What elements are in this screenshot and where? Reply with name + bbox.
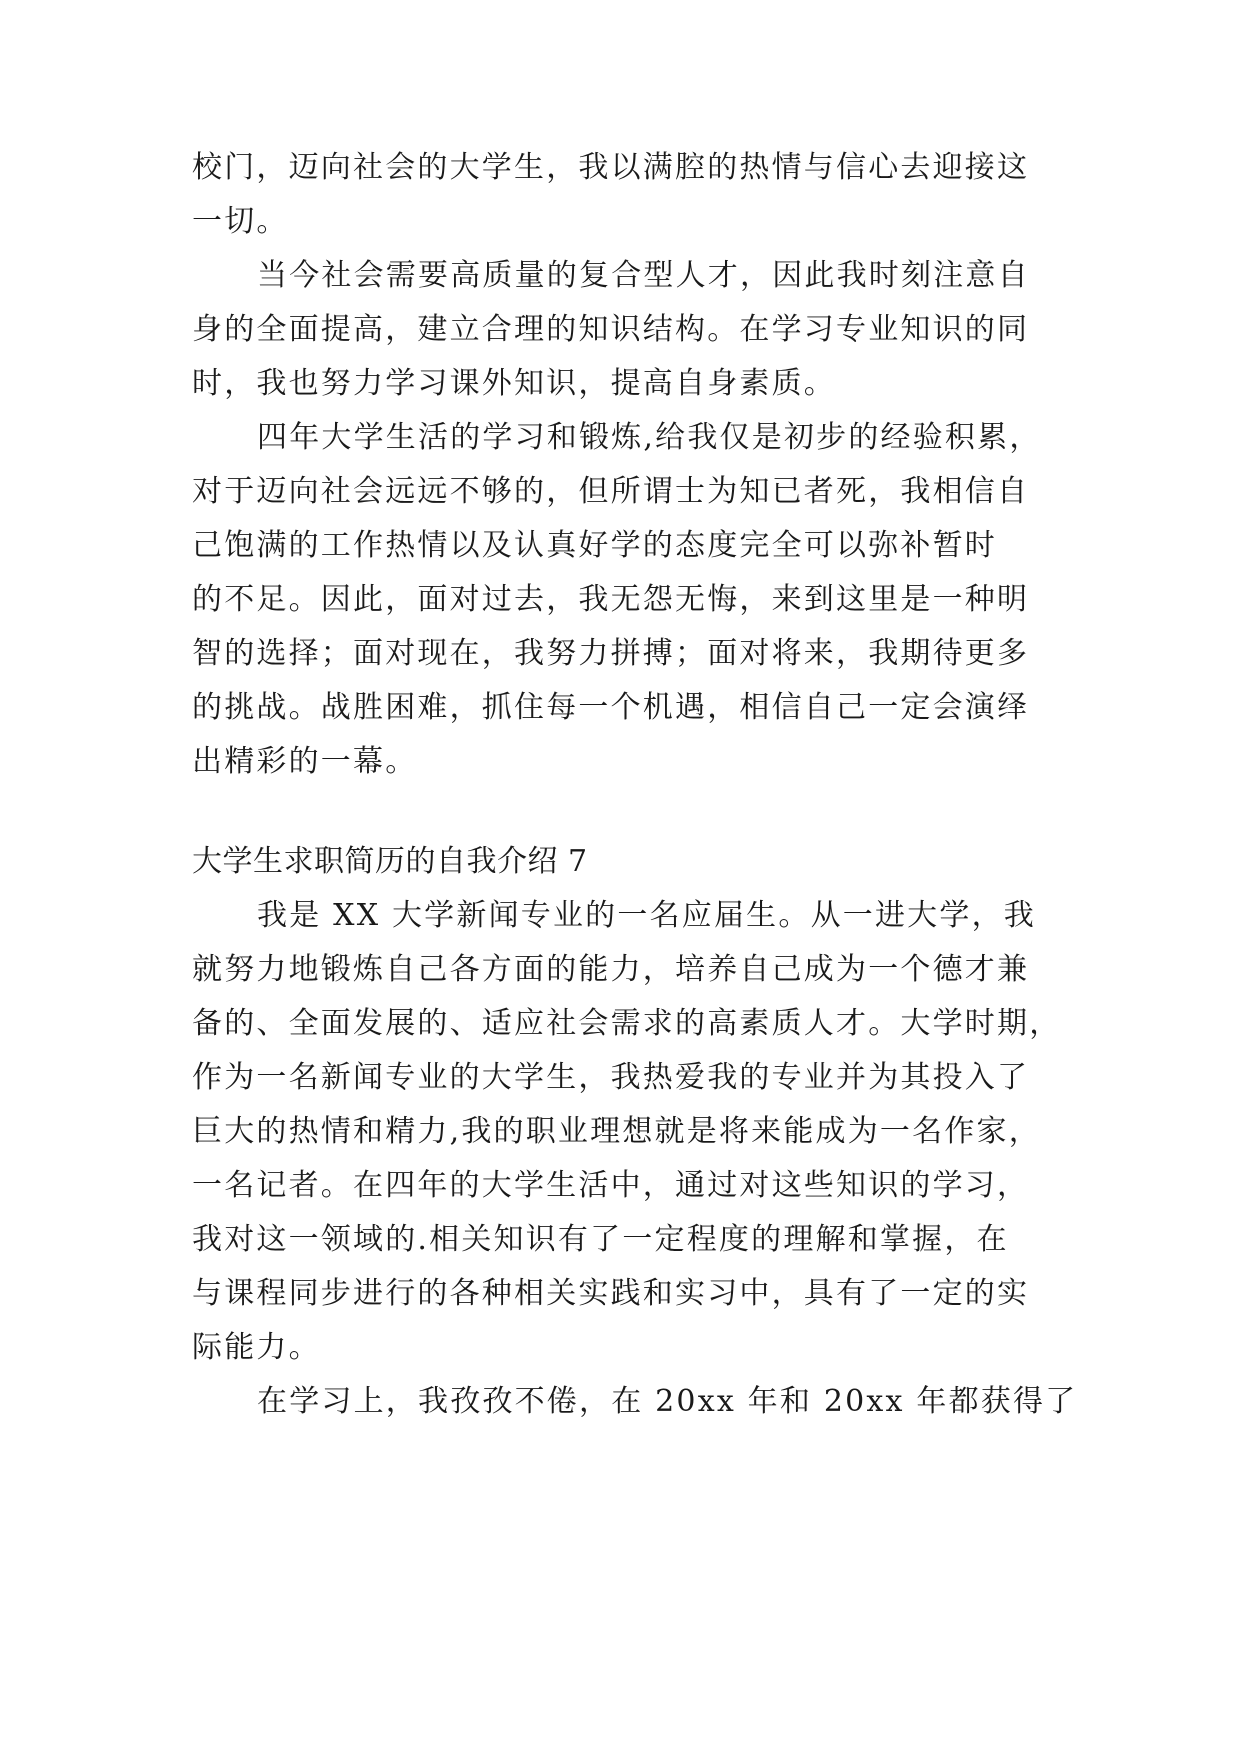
text-line: 的不足。因此，面对过去，我无怨无悔，来到这里是一种明 xyxy=(192,582,1030,617)
text-line: 的挑战。战胜困难，抓住每一个机遇，相信自己一定会演绎 xyxy=(192,690,1030,725)
text-line: 一名记者。在四年的大学生活中，通过对这些知识的学习， xyxy=(192,1168,1030,1203)
text-line: 智的选择；面对现在，我努力拼搏；面对将来，我期待更多 xyxy=(192,636,1030,671)
text-line: 在学习上，我孜孜不倦，在 20xx 年和 20xx 年都获得了 xyxy=(257,1384,1078,1419)
text-line: 当今社会需要高质量的复合型人才，因此我时刻注意自 xyxy=(257,258,1030,293)
text-line: 四年大学生活的学习和锻炼,给我仅是初步的经验积累， xyxy=(257,420,1042,455)
text-line: 际能力。 xyxy=(192,1330,321,1365)
text-line: 巨大的热情和精力,我的职业理想就是将来能成为一名作家， xyxy=(192,1114,1041,1149)
text-line: 我是 XX 大学新闻专业的一名应届生。从一进大学，我 xyxy=(257,898,1036,933)
text-line: 出精彩的一幕。 xyxy=(192,744,418,779)
text-line: 校门，迈向社会的大学生，我以满腔的热情与信心去迎接这 xyxy=(192,150,1030,185)
text-line: 作为一名新闻专业的大学生，我热爱我的专业并为其投入了 xyxy=(192,1060,1030,1095)
section-heading: 大学生求职简历的自我介绍 7 xyxy=(192,844,588,879)
text-line: 对于迈向社会远远不够的，但所谓士为知已者死，我相信自 xyxy=(192,474,1030,509)
text-line: 时，我也努力学习课外知识，提高自身素质。 xyxy=(192,366,836,401)
text-line: 己饱满的工作热情以及认真好学的态度完全可以弥补暂时 xyxy=(192,528,997,563)
text-line: 与课程同步进行的各种相关实践和实习中，具有了一定的实 xyxy=(192,1276,1030,1311)
text-line: 备的、全面发展的、适应社会需求的高素质人才。大学时期， xyxy=(192,1006,1062,1041)
text-line: 身的全面提高，建立合理的知识结构。在学习专业知识的同 xyxy=(192,312,1030,347)
text-line: 一切。 xyxy=(192,204,289,239)
text-line: 就努力地锻炼自己各方面的能力，培养自己成为一个德才兼 xyxy=(192,952,1030,987)
text-line: 我对这一领域的.相关知识有了一定程度的理解和掌握，在 xyxy=(192,1222,1009,1257)
